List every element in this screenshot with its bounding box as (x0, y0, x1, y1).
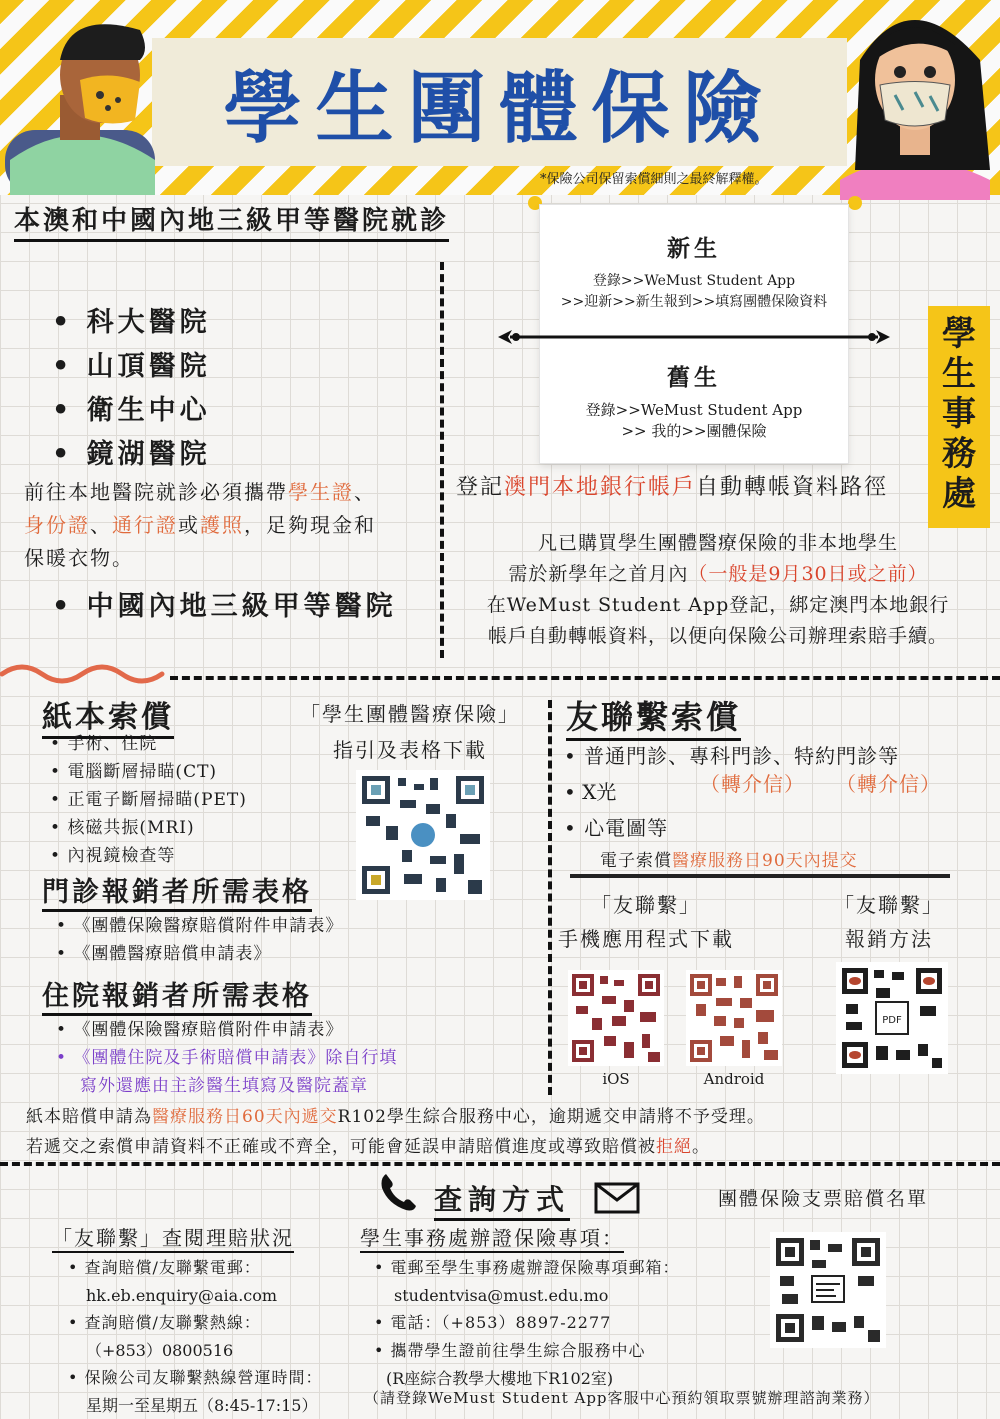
student-affairs-text: 學生事務處 (942, 314, 976, 514)
aia-hours: 星期一至星期五（8:45-17:15） (86, 1396, 318, 1415)
aia-contact-list (68, 1254, 323, 1419)
mainland-hospitals: • 中國內地三級甲等醫院 (52, 584, 397, 623)
mail-icon (594, 1182, 640, 1214)
guide-qr-code[interactable] (356, 770, 490, 900)
student-affairs-item: • 攜帶學生證前往學生綜合服務中心 (374, 1337, 680, 1365)
paper-claim-item: • 電腦斷層掃瞄(CT) (50, 758, 247, 786)
new-student-step2: >>迎新>>新生報到>>填寫團體保險資料 (560, 294, 828, 310)
new-student-title: 新生 (667, 235, 721, 262)
hospital-item: • 衛生中心 (52, 388, 211, 427)
referral-note: （轉介信） (836, 772, 941, 796)
student-affairs-location: (R座綜合教學大樓地下R102室) (386, 1369, 614, 1388)
eclaim-item: • X光 (564, 780, 617, 804)
paper-claim-deadline: 紙本賠償申請為醫療服務日60天內遞交R102學生綜合服務中心，逾期遞交申請將不予受理。 若遞交之索償申請資料不正確或不齊全，可能會延誤申請賠償進度或導致賠償被拒絕。 (26, 1107, 765, 1157)
student-male-illustration (0, 0, 160, 195)
eclaim-deadline: 電子索償醫療服務日90天內提交 (600, 851, 858, 871)
paper-claim-heading: 紙本索償 (42, 692, 174, 739)
aia-contact-item: • 查詢賠償/友聯繫電郵： (68, 1254, 323, 1282)
app-download-text: 「友聯繫」 手機應用程式下載 (558, 893, 734, 951)
old-student-step1: 登錄>>WeMust Student App (585, 401, 803, 419)
disclaimer-text: *保險公司保留索償細則之最終解釋權。 (540, 172, 768, 187)
eclaim-item: • 心電圖等 (564, 816, 669, 840)
aia-contact-item: • 查詢賠償/友聯繫熱線： (68, 1309, 323, 1337)
bank-registration-heading: 登記澳門本地銀行帳戶自動轉帳資料路徑 (456, 475, 889, 500)
old-student-title: 舊生 (667, 364, 721, 391)
student-affairs-label (928, 306, 990, 528)
section-divider (0, 1162, 1000, 1166)
student-affairs-phone[interactable]: • 電話：（+853）8897-2277 (374, 1309, 680, 1337)
divider-arrow (496, 326, 892, 348)
paper-claim-item: • 正電子斷層掃瞄(PET) (50, 786, 247, 814)
yellow-dot (848, 196, 862, 210)
inpatient-form-note: 寫外還應由主診醫生填寫及醫院蓋章 (80, 1076, 368, 1096)
cheque-list-label: 團體保險支票賠償名單 (718, 1188, 929, 1210)
ios-label: iOS (602, 1070, 630, 1088)
android-label: Android (703, 1070, 765, 1088)
inpatient-forms-heading: 住院報銷者所需表格 (42, 974, 312, 1016)
paper-claim-item: • 核磁共振(MRI) (50, 814, 247, 842)
hospital-item: • 科大醫院 (52, 300, 211, 339)
paper-claim-item: • 手術、住院 (50, 730, 247, 758)
referral-note: （轉介信） (700, 772, 805, 796)
inpatient-forms-list (56, 1016, 397, 1100)
hospital-item: • 山頂醫院 (52, 344, 211, 383)
old-student-step2: >> 我的>>團體保險 (621, 422, 767, 440)
outpatient-forms-list (56, 912, 343, 968)
claim-method-qr-code[interactable] (836, 962, 948, 1074)
hospitals-heading: 本澳和中國內地三級甲等醫院就診 (14, 200, 449, 242)
hospital-note: 前往本地醫院就診必須攜帶學生證、 身份證、通行證或護照，足夠現金和 保暖衣物。 (24, 480, 376, 570)
student-affairs-contact-list (374, 1254, 680, 1392)
outpatient-forms-heading: 門診報銷者所需表格 (42, 870, 312, 912)
eclaim-rule (570, 874, 950, 878)
student-affairs-email[interactable]: studentvisa@must.edu.mo (394, 1286, 609, 1305)
aia-status-heading: 「友聯繫」查閱理賠狀況 (52, 1222, 294, 1253)
student-affairs-item: • 電郵至學生事務處辦證保險專項郵箱： (374, 1254, 680, 1282)
outpatient-form-item: • 《團體醫療賠償申請表》 (56, 940, 343, 968)
ios-qr-code[interactable] (568, 970, 664, 1066)
cheque-list-qr-code[interactable] (770, 1232, 886, 1348)
phone-icon (376, 1170, 420, 1214)
inpatient-form-item: • 《團體住院及手術賠償申請表》除自行填 (56, 1044, 397, 1072)
eclaim-item: • 普通門診、專科門診、特約門診等 (564, 744, 900, 768)
aia-hotline[interactable]: （+853）0800516 (86, 1341, 234, 1360)
hospital-item: • 鏡湖醫院 (52, 432, 211, 471)
enquiry-heading: 查詢方式 (434, 1178, 570, 1221)
aia-contact-item: • 保險公司友聯繫熱線營運時間： (68, 1364, 323, 1392)
inpatient-form-item: • 《團體保險醫療賠償附件申請表》 (56, 1016, 397, 1044)
new-student-step1: 登錄>>WeMust Student App (592, 273, 796, 289)
vertical-divider (548, 700, 552, 1095)
paper-claim-list (50, 730, 247, 870)
eclaim-heading: 友聯繫索償 (566, 692, 741, 741)
vertical-divider (440, 262, 444, 658)
appointment-note: （請登錄WeMust Student App客服中心預約領取票號辦理諮詢業務） (364, 1389, 880, 1407)
page-title: 學生團體保險 (223, 63, 776, 154)
wavy-decoration (0, 660, 170, 684)
aia-email[interactable]: hk.eb.enquiry@aia.com (86, 1286, 278, 1305)
outpatient-form-item: • 《團體保險醫療賠償附件申請表》 (56, 912, 343, 940)
section-divider (170, 676, 1000, 680)
claim-method-text: 「友聯繫」 報銷方法 (834, 893, 944, 951)
student-affairs-heading: 學生事務處辦證保險專項： (360, 1222, 624, 1253)
guide-download-text: 「學生團體醫療保險」 指引及表格下載 (300, 702, 520, 762)
student-female-illustration (830, 0, 1000, 200)
android-qr-code[interactable] (686, 970, 782, 1066)
paper-claim-item: • 內視鏡檢查等 (50, 842, 247, 870)
bank-registration-paragraph: 凡已購買學生團體醫療保險的非本地學生 需於新學年之首月內（一般是9月30日或之前） 在WeMust Student App登記，綁定澳門本地銀行 帳戶自動轉帳資料，以便向保險公司辦理索賠手續。 (486, 532, 950, 647)
pdf-label: PDF (882, 1015, 902, 1026)
